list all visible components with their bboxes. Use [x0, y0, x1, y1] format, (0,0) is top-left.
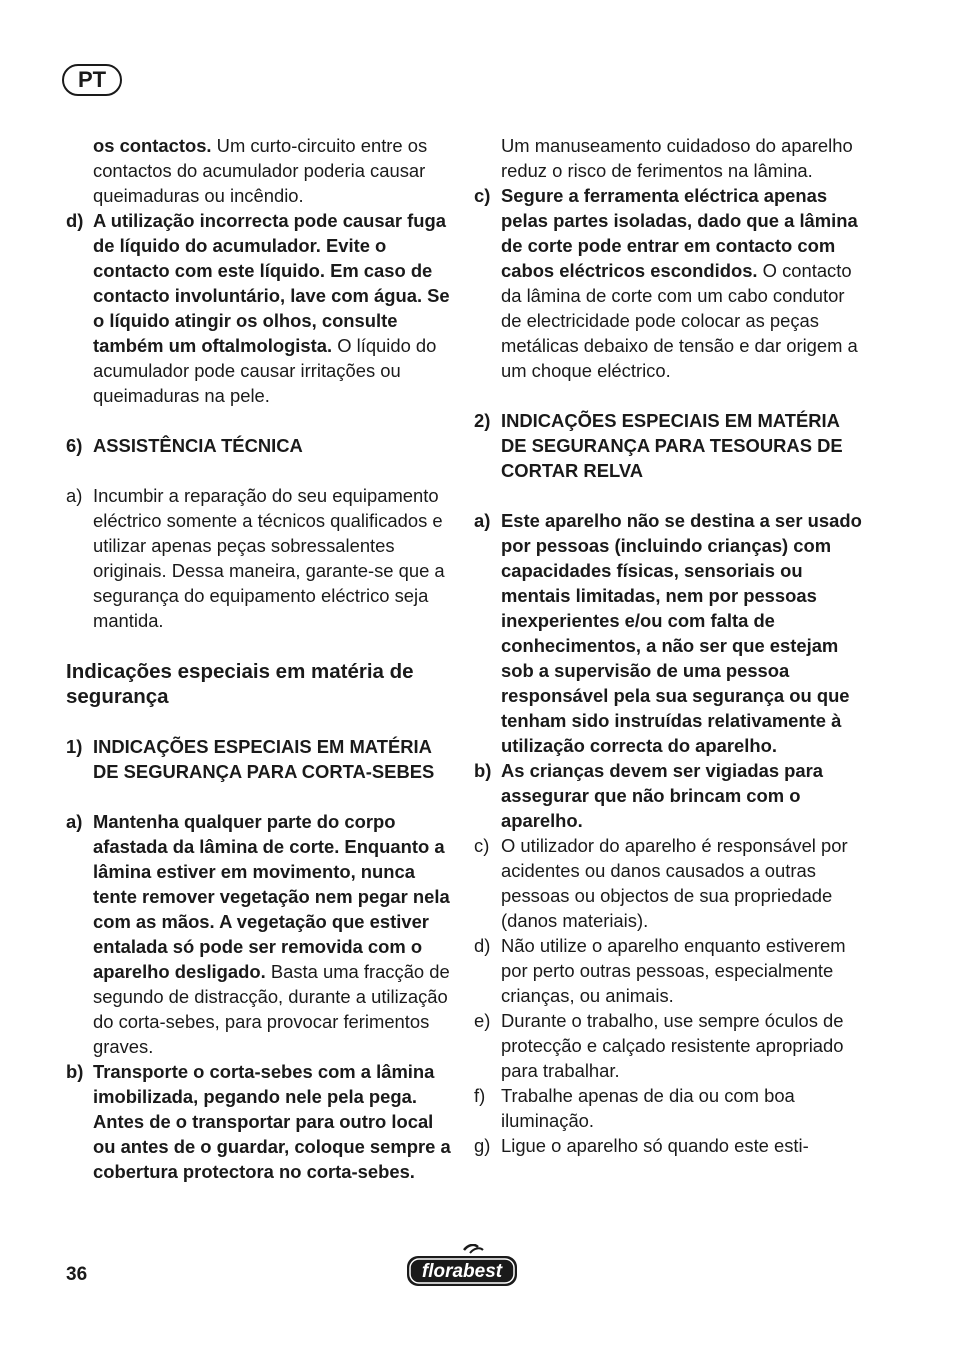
- item-label: c): [474, 835, 490, 856]
- item-label: d): [66, 210, 84, 231]
- item-label: c): [474, 185, 491, 206]
- continuation-paragraph: [66, 133, 458, 208]
- section-title: ASSISTÊNCIA TÉCNICA: [93, 435, 303, 456]
- body-text: Um manuseamento cuidadoso do aparelho reduz o risco de ferimentos na lâmina.: [501, 135, 853, 181]
- body-text: Trabalhe apenas de dia ou com boa iluminação.: [501, 1085, 795, 1131]
- bold-text: A utilização incorrecta pode causar fuga de líquido do acumulador. Evite o contacto com este líquido. Em caso de contacto involuntário, lave com água. Se o líquido atingir os olhos, consulte também um oftalmologista.: [93, 210, 450, 356]
- item-e2: [474, 1008, 866, 1083]
- brand-text: florabest: [421, 1261, 503, 1282]
- left-column: [66, 133, 458, 1184]
- body-text: O utilizador do aparelho é responsável por acidentes ou danos causados a outras pessoas ou objectos de sua propriedade (danos materiais).: [501, 835, 848, 931]
- section-6-title: [66, 433, 458, 458]
- right-column: [474, 133, 866, 1158]
- page-number: 36: [66, 1264, 88, 1285]
- section-number: 1): [66, 736, 83, 757]
- body-text: Um curto-circuito entre os contactos do acumulador poderia causar queimaduras ou incêndio.: [93, 135, 428, 206]
- item-label: e): [474, 1010, 491, 1031]
- item-c: [474, 183, 866, 383]
- body-text: O líquido do acumulador pode causar irritações ou queimaduras na pele.: [93, 335, 437, 406]
- item-label: a): [474, 510, 491, 531]
- section-title: INDICAÇÕES ESPECIAIS EM MATÉRIA DE SEGURANÇA PARA CORTA-SEBES: [93, 736, 435, 782]
- continuation-paragraph: [474, 133, 866, 183]
- bold-text: Segure a ferramenta eléctrica apenas pelas partes isoladas, dado que a lâmina de corte pode entrar em contacto com cabos eléctricos escondidos.: [501, 185, 858, 281]
- section-number: 6): [66, 435, 83, 456]
- item-a1: [66, 809, 458, 1059]
- item-label: b): [66, 1061, 84, 1082]
- body-text: Incumbir a reparação do seu equipamento eléctrico somente a técnicos qualificados e utilizar apenas peças sobressalentes originais. Dessa maneira, garante-se que a segurança do equipamento eléctrico seja mantida.: [93, 485, 445, 631]
- section-title: INDICAÇÕES ESPECIAIS EM MATÉRIA DE SEGURANÇA PARA TESOURAS DE CORTAR RELVA: [501, 410, 843, 481]
- bold-text: Este aparelho não se destina a ser usado por pessoas (incluindo crianças) com capacidades físicas, sensoriais ou mentais limitadas, nem por pessoas inexperientes e/ou com falta de conhecimentos, a não ser que estejam sob a supervisão de uma pessoa responsável pela sua segurança ou que tenham sido instruídas relativamente à utilização correcta do aparelho.: [501, 510, 862, 756]
- item-label: d): [474, 935, 491, 956]
- body-text: Durante o trabalho, use sempre óculos de protecção e calçado resistente apropriado para trabalhar.: [501, 1010, 844, 1081]
- body-text: Não utilize o aparelho enquanto estiverem por perto outras pessoas, especialmente crianças, ou animais.: [501, 935, 846, 1006]
- item-f2: [474, 1083, 866, 1133]
- body-text: Ligue o aparelho só quando este esti-: [501, 1135, 809, 1156]
- item-label: b): [474, 760, 492, 781]
- item-a6: [66, 483, 458, 633]
- item-label: f): [474, 1085, 486, 1106]
- bold-text: os contactos.: [93, 135, 212, 156]
- brand-logo: [404, 1244, 520, 1295]
- item-b2: [474, 758, 866, 833]
- item-g2: [474, 1133, 866, 1158]
- bold-text: As crianças devem ser vigiadas para assegurar que não brincam com o aparelho.: [501, 760, 824, 831]
- section-2-title: [474, 408, 866, 483]
- section-heading: Indicações especiais em matéria de segurança: [66, 660, 414, 708]
- section-number: 2): [474, 410, 491, 431]
- florabest-logo-icon: [404, 1244, 520, 1290]
- section-1-title: [66, 734, 458, 784]
- body-text: Basta uma fracção de segundo de distracção, durante a utilização do corta-sebes, para provocar ferimentos graves.: [93, 961, 450, 1057]
- item-d2: [474, 933, 866, 1008]
- item-label: a): [66, 811, 83, 832]
- item-label: a): [66, 485, 83, 506]
- body-text: O contacto da lâmina de corte com um cabo condutor de electricidade pode colocar as peças metálicas debaixo de tensão e dar origem a um choque eléctrico.: [501, 260, 858, 381]
- bold-text: Transporte o corta-sebes com a lâmina imobilizada, pegando nele pela pega. Antes de o transportar para outro local ou antes de o guardar, coloque sempre a cobertura protectora no corta-sebes.: [93, 1061, 451, 1182]
- bold-text: Mantenha qualquer parte do corpo afastada da lâmina de corte. Enquanto a lâmina estiver em movimento, nunca tente remover vegetação nem pegar nela com as mãos. A vegetação que estiver entalada só pode ser removida com o aparelho desligado.: [93, 811, 450, 982]
- item-d: [66, 208, 458, 408]
- item-c2: [474, 833, 866, 933]
- item-a2: [474, 508, 866, 758]
- language-badge: PT: [62, 64, 122, 96]
- item-b1: [66, 1059, 458, 1184]
- item-label: g): [474, 1135, 491, 1156]
